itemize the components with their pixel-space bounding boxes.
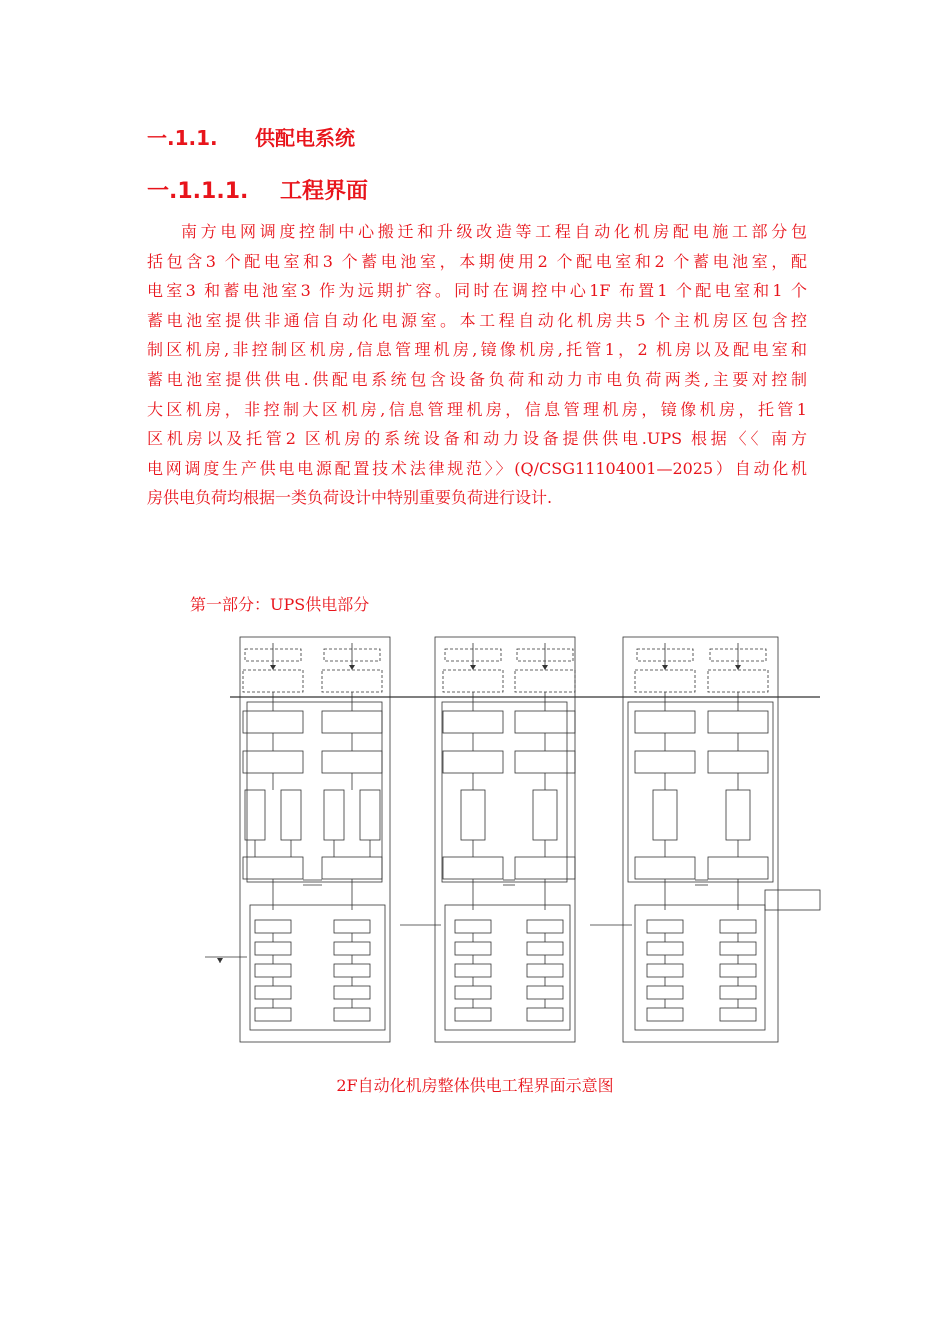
distribution-area-1-cabinet-1-3 (255, 964, 291, 977)
distribution-area-3-cabinet-1-2 (647, 942, 683, 955)
section-frame-2 (435, 637, 575, 1042)
distribution-area-2-cabinet-1-5 (455, 1008, 491, 1021)
block-3-chain-1-ups-module (653, 790, 677, 840)
block-1-chain-2-ups-input-cabinet (322, 711, 382, 733)
distribution-area-2-cabinet-1-2 (455, 942, 491, 955)
distribution-area-1-cabinet-1-4 (255, 986, 291, 999)
distribution-area-2-cabinet-2-4 (527, 986, 563, 999)
block-3-chain-1-ups-output-cabinet (635, 857, 695, 879)
block-3-chain-1-ups-breaker-cabinet (635, 751, 695, 773)
paragraph-line: 大区机房，非控制大区机房,信息管理机房，信息管理机房，镜像机房，托管1 (147, 399, 807, 419)
block-2-chain-1-ups-breaker-cabinet (443, 751, 503, 773)
distribution-area-1-border (250, 905, 385, 1030)
block-2-chain-2-ups-output-cabinet (515, 857, 575, 879)
paragraph-line: 电网调度生产供电电源配置技术法律规范〉〉(Q/CSG11104001—2025）自动化机 (147, 458, 807, 478)
distribution-area-3-cabinet-1-4 (647, 986, 683, 999)
paragraph-line: 括包含3 个配电室和3 个蓄电池室，本期使用2 个配电室和2 个蓄电池室，配 (147, 251, 807, 271)
annotation-box (765, 890, 820, 910)
distribution-area-2-border (445, 905, 570, 1030)
distribution-area-1-cabinet-1-5 (255, 1008, 291, 1021)
block-1-chain-1-incoming-arrow-head (270, 665, 276, 670)
distribution-area-2-cabinet-1-4 (455, 986, 491, 999)
block-3-chain-2-ups-output-cabinet (708, 857, 768, 879)
distribution-area-3-cabinet-2-5 (720, 1008, 756, 1021)
block-2-chain-1-incoming-arrow-head (470, 665, 476, 670)
distribution-area-3-cabinet-1-3 (647, 964, 683, 977)
block-2-chain-1-ups-output-cabinet (443, 857, 503, 879)
block-1-chain-1-ups-module-b (281, 790, 301, 840)
block-3-chain-1-input-switch-box (635, 670, 695, 692)
block-3-chain-2-ups-breaker-cabinet (708, 751, 768, 773)
block-1-chain-1-ups-input-cabinet (243, 711, 303, 733)
block-3-chain-2-input-switch-box (708, 670, 768, 692)
distribution-area-2-cabinet-2-1 (527, 920, 563, 933)
block-3-chain-2-ups-module (726, 790, 750, 840)
block-3-chain-1-incoming-arrow-head (662, 665, 668, 670)
block-1-chain-1-ups-module-a (245, 790, 265, 840)
distribution-area-1-cabinet-1-2 (255, 942, 291, 955)
distribution-area-1-cabinet-1-1 (255, 920, 291, 933)
paragraph-line: 区机房以及托管2 区机房的系统设备和动力设备提供供电.UPS 根据〈〈 南方 (147, 429, 807, 449)
distribution-area-3-cabinet-1-1 (647, 920, 683, 933)
section-number: 一.1.1. (147, 126, 218, 150)
external-feed-left-head (217, 958, 223, 963)
distribution-area-3-cabinet-2-1 (720, 920, 756, 933)
subheading: 第一部分：UPS供电部分 (190, 595, 370, 614)
block-2-chain-1-input-switch-box (443, 670, 503, 692)
section-frame-3 (623, 637, 778, 1042)
distribution-area-3-cabinet-1-5 (647, 1008, 683, 1021)
distribution-area-2-cabinet-2-5 (527, 1008, 563, 1021)
block-2-chain-2-input-switch-box (515, 670, 575, 692)
block-1-ups-room-border (247, 702, 382, 882)
power-supply-diagram (195, 625, 825, 1055)
distribution-area-3-cabinet-2-3 (720, 964, 756, 977)
block-2-chain-2-ups-breaker-cabinet (515, 751, 575, 773)
distribution-area-3-cabinet-2-4 (720, 986, 756, 999)
distribution-area-1-cabinet-2-3 (334, 964, 370, 977)
distribution-area-1-cabinet-2-1 (334, 920, 370, 933)
figure-caption: 2F自动化机房整体供电工程界面示意图 (336, 1076, 614, 1095)
block-1-chain-2-ups-output-cabinet (322, 857, 382, 879)
block-1-chain-1-ups-breaker-cabinet (243, 751, 303, 773)
block-3-chain-1-ups-input-cabinet (635, 711, 695, 733)
section-heading (147, 122, 355, 151)
distribution-area-1-cabinet-2-4 (334, 986, 370, 999)
distribution-area-2-cabinet-1-3 (455, 964, 491, 977)
paragraph-line: 电室3 和蓄电池室3 作为远期扩容。同时在调控中心1F 布置1 个配电室和1 个 (147, 281, 807, 301)
block-3-chain-2-incoming-arrow-head (735, 665, 741, 670)
distribution-area-2-cabinet-1-1 (455, 920, 491, 933)
paragraph-line: 蓄电池室提供非通信自动化电源室。本工程自动化机房共5 个主机房区包含控 (147, 310, 807, 330)
block-1-chain-2-ups-module-a (324, 790, 344, 840)
paragraph-line: 南方电网调度控制中心搬迁和升级改造等工程自动化机房配电施工部分包 (181, 222, 807, 241)
block-1-chain-1-input-switch-box (243, 670, 303, 692)
block-2-chain-2-ups-module (533, 790, 557, 840)
distribution-area-2-cabinet-2-2 (527, 942, 563, 955)
subsection-heading (147, 174, 368, 205)
distribution-area-3-border (635, 905, 765, 1030)
paragraph-line: 制区机房,非控制区机房,信息管理机房,镜像机房,托管1，2 机房以及配电室和 (147, 340, 807, 360)
distribution-area-3-cabinet-2-2 (720, 942, 756, 955)
body-paragraph (147, 217, 807, 513)
block-3-chain-2-ups-input-cabinet (708, 711, 768, 733)
distribution-area-1-cabinet-2-2 (334, 942, 370, 955)
block-1-chain-1-ups-output-cabinet (243, 857, 303, 879)
block-2-chain-1-ups-input-cabinet (443, 711, 503, 733)
subsection-number: 一.1.1.1. (147, 179, 249, 204)
distribution-area-2-cabinet-2-3 (527, 964, 563, 977)
block-2-chain-1-ups-module (461, 790, 485, 840)
block-1-chain-2-ups-breaker-cabinet (322, 751, 382, 773)
block-1-chain-2-incoming-arrow-head (349, 665, 355, 670)
block-1-chain-2-ups-module-b (360, 790, 380, 840)
section-frame-1 (240, 637, 390, 1042)
subsection-title: 工程界面 (280, 179, 369, 204)
block-1-chain-2-input-switch-box (322, 670, 382, 692)
section-title: 供配电系统 (255, 126, 355, 150)
paragraph-line: 蓄电池室提供供电.供配电系统包含设备负荷和动力市电负荷两类,主要对控制 (147, 369, 807, 389)
block-3-ups-room-border (628, 702, 773, 882)
block-2-chain-2-ups-input-cabinet (515, 711, 575, 733)
block-2-chain-2-incoming-arrow-head (542, 665, 548, 670)
paragraph-line: 房供电负荷均根据一类负荷设计中特别重要负荷进行设计. (147, 488, 553, 508)
distribution-area-1-cabinet-2-5 (334, 1008, 370, 1021)
